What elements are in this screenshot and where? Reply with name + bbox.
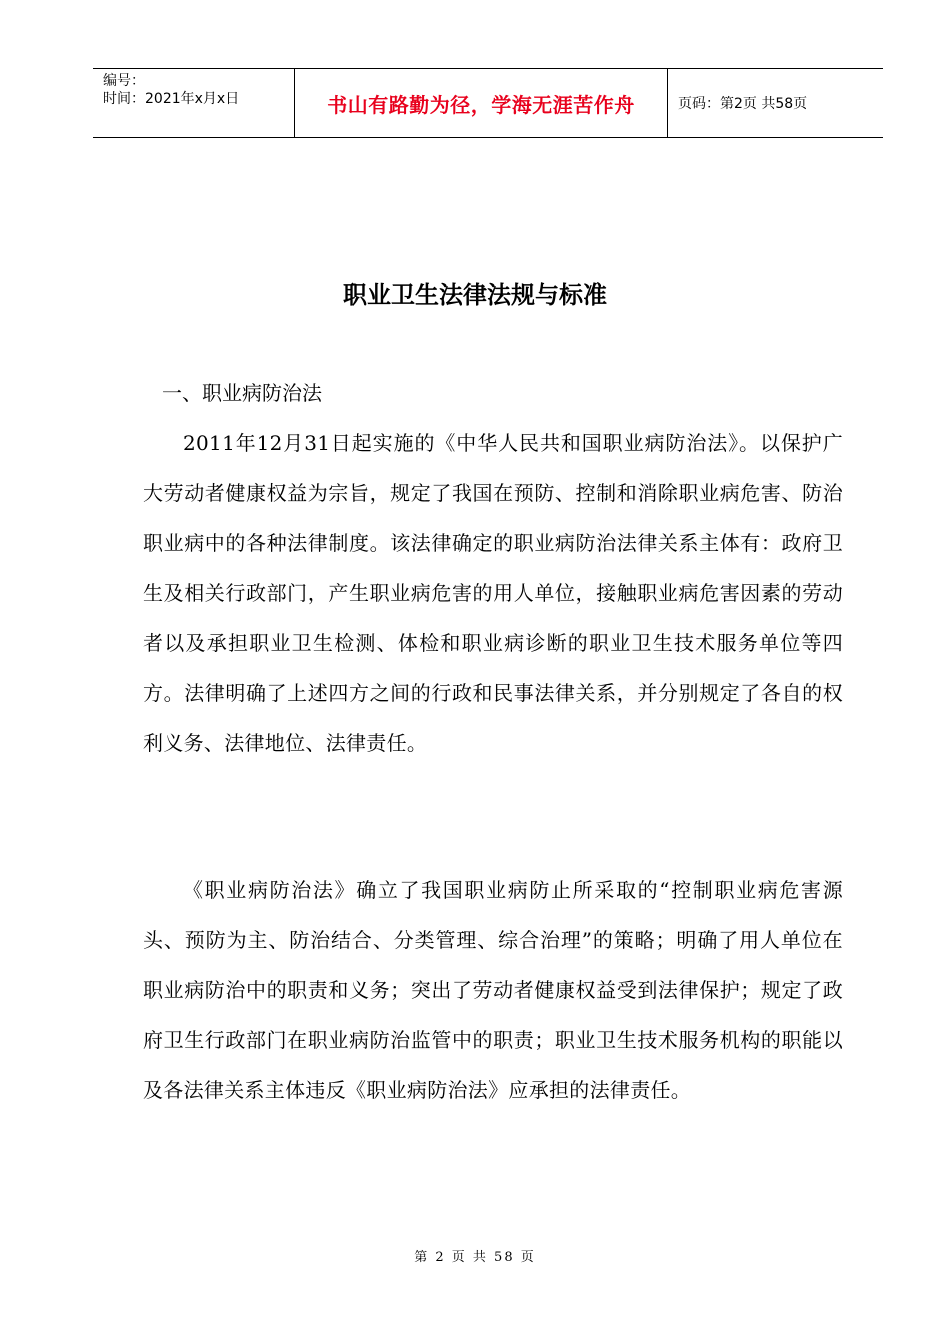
header-motto-cell bbox=[295, 69, 668, 137]
body-paragraph-2: 《职业病防治法》确立了我国职业病防止所采取的“控制职业病危害源头、预防为主、防治结合、分类管理、综合治理”的策略；明确了用人单位在职业病防治中的职责和义务；突出了劳动者健康权益受到法律保护；规定了政府卫生行政部门在职业病防治监管中的职责；职业卫生技术服务机构的职能以及各法律关系主体违反《职业病防治法》应承担的法律责任。 bbox=[143, 878, 843, 1102]
page-footer: 第 2 页 共 58 页 bbox=[414, 1250, 536, 1265]
header-page-info-cell bbox=[668, 69, 883, 137]
header-motto: 书山有路勤为径，学海无涯苦作舟 bbox=[327, 92, 635, 117]
section-heading: 一、职业病防治法 bbox=[162, 381, 322, 405]
body-paragraph-1: 2011年12月31日起实施的《中华人民共和国职业病防治法》。以保护广大劳动者健康权益为宗旨，规定了我国在预防、控制和消除职业病危害、防治职业病中的各种法律制度。该法律确定的职业病防治法律关系主体有：政府卫生及相关行政部门，产生职业病危害的用人单位，接触职业病危害因素的劳动者以及承担职业卫生检测、体检和职业病诊断的职业卫生技术服务单位等四方。法律明确了上述四方之间的行政和民事法律关系，并分别规定了各自的权利义务、法律地位、法律责任。 bbox=[143, 431, 843, 755]
header-page-info: 页码：第2页 共58页 bbox=[678, 96, 808, 112]
document-header bbox=[93, 68, 883, 138]
document-time: 时间：2021年x月x日 bbox=[103, 91, 240, 107]
document-number-label: 编号： bbox=[103, 73, 145, 89]
document-title: 职业卫生法律法规与标准 bbox=[343, 281, 607, 309]
header-meta bbox=[93, 69, 295, 137]
